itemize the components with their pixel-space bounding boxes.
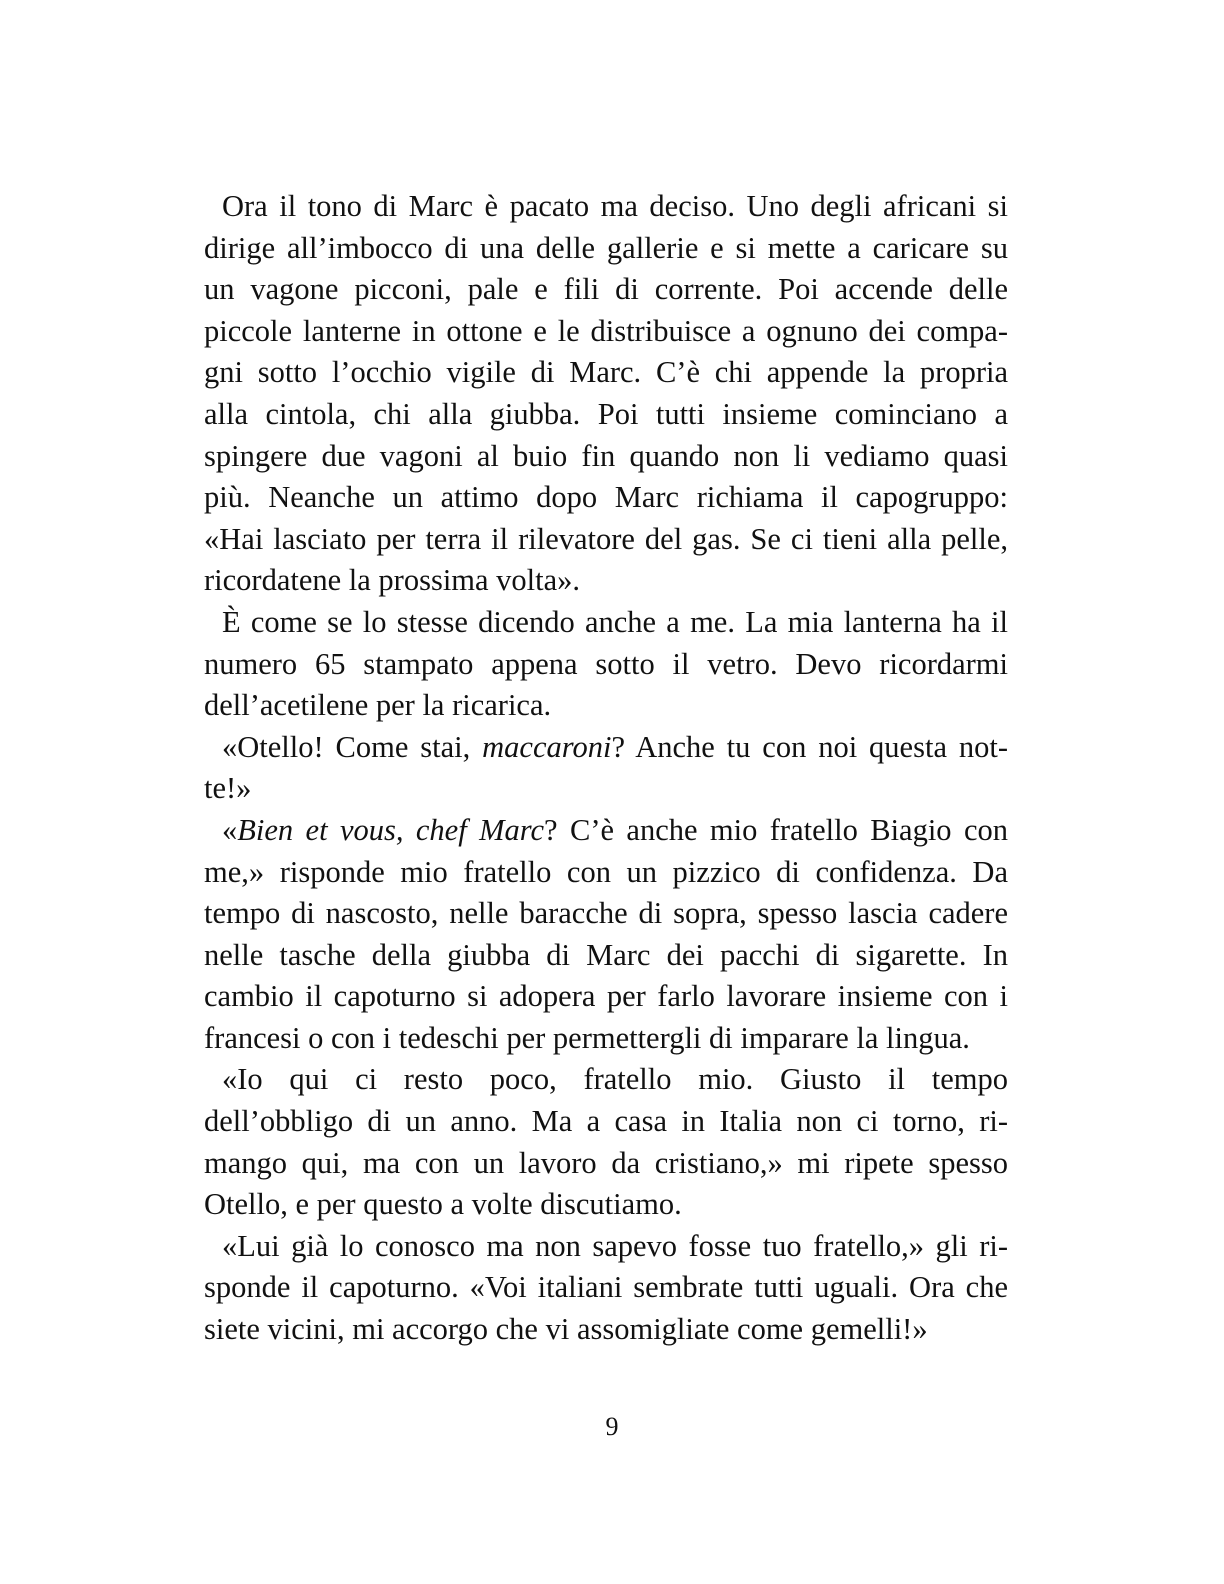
- italic-text: maccaroni: [482, 729, 612, 764]
- text-line: Otello, e per questo a volte discutiamo.: [204, 1187, 682, 1222]
- page-number: 9: [605, 1412, 619, 1441]
- text-line: È come se lo stesse dicendo anche a me. La mia lanterna ha il: [222, 604, 1008, 639]
- text-line: nelle tasche della giubba di Marc dei pacchi di sigarette. In: [204, 937, 1008, 972]
- text-line: «Hai lasciato per terra il rilevatore del gas. Se ci tieni alla pelle,: [204, 521, 1008, 556]
- text-line: dirige all’imbocco di una delle gallerie e si mette a caricare su: [204, 230, 1008, 265]
- paragraph: [204, 602, 1008, 727]
- italic-text: Bien et vous, chef Marc: [237, 812, 545, 847]
- paragraph: [204, 1059, 1008, 1225]
- paragraph: [204, 1226, 1008, 1351]
- text-line: gni sotto l’occhio vigile di Marc. C’è chi appende la propria: [204, 355, 1008, 390]
- text-line: «Lui già lo conosco ma non sapevo fosse tuo fratello,» gli ri-: [222, 1228, 1008, 1263]
- text-run: «: [222, 812, 238, 847]
- text-line: dell’obbligo di un anno. Ma a casa in Italia non ci torno, ri-: [204, 1104, 1008, 1139]
- paragraph: [204, 186, 1008, 602]
- text-line: numero 65 stampato appena sotto il vetro. Devo ricordarmi: [204, 646, 1008, 681]
- text-run: ? C’è anche mio fratello Biagio con: [544, 812, 1009, 847]
- text-line: sponde il capoturno. «Voi italiani sembrate tutti uguali. Ora che: [204, 1270, 1008, 1305]
- text-line: me,» risponde mio fratello con un pizzico di confidenza. Da: [204, 854, 1008, 889]
- text-line: un vagone picconi, pale e fili di corrente. Poi accende delle: [204, 272, 1008, 307]
- paragraph: [204, 727, 1008, 810]
- text-line: piccole lanterne in ottone e le distribuisce a ognuno dei compa-: [204, 313, 1008, 348]
- text-line: te!»: [204, 771, 252, 806]
- text-line: mango qui, ma con un lavoro da cristiano,» mi ripete spesso: [204, 1145, 1008, 1180]
- text-line: ricordatene la prossima volta».: [204, 563, 581, 598]
- text-line: Ora il tono di Marc è pacato ma deciso. Uno degli africani si: [222, 189, 1008, 223]
- text-line: siete vicini, mi accorgo che vi assomigliate come gemelli!»: [204, 1312, 928, 1347]
- text-line: «Io qui ci resto poco, fratello mio. Giusto il tempo: [222, 1062, 1008, 1097]
- text-line: più. Neanche un attimo dopo Marc richiama il capogruppo:: [204, 480, 1008, 515]
- text-run: «Otello! Come stai,: [222, 729, 483, 764]
- body-text: [204, 186, 1008, 1351]
- text-line: tempo di nascosto, nelle baracche di sopra, spesso lascia cadere: [204, 896, 1008, 931]
- text-line: francesi o con i tedeschi per permettergli di imparare la lingua.: [204, 1020, 970, 1055]
- text-line: [204, 810, 1008, 852]
- text-line: spingere due vagoni al buio fin quando non li vediamo quasi: [204, 438, 1008, 473]
- text-line: dell’acetilene per la ricarica.: [204, 688, 552, 723]
- text-line: cambio il capoturno si adopera per farlo lavorare insieme con i: [204, 979, 1008, 1014]
- text-run: ? Anche tu con noi questa not-: [611, 729, 1008, 764]
- text-line: [204, 727, 1008, 769]
- text-line: alla cintola, chi alla giubba. Poi tutti insieme cominciano a: [204, 396, 1008, 431]
- paragraph: [204, 810, 1008, 1060]
